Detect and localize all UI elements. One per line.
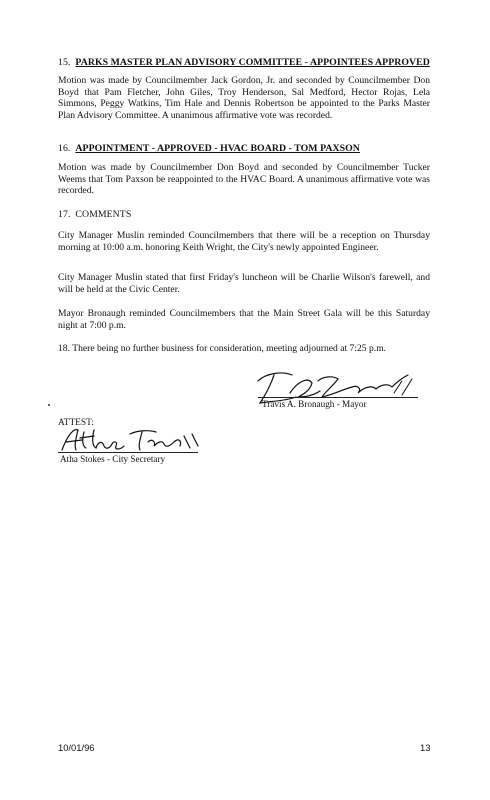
item-15-body: Motion was made by Councilmember Jack Gordon, Jr. and seconded by Councilmember Don Boyd that Pam Fletcher, John Giles, Troy Henderson, Sal Medford, Hector Rojas, Lela Simmons, Peggy Watkins, Tim Hale and Dennis Robertson be appointed to the Parks Master Plan Advisory Committee. A unanimous affirmative vote was recorded. <box>58 75 430 121</box>
secretary-caption: Atha Stokes - City Secretary <box>60 454 166 464</box>
footer-date: 10/01/96 <box>58 742 95 753</box>
item-16-number: 16. <box>58 143 71 154</box>
item-17-heading <box>58 209 131 220</box>
mayor-caption: Travis A. Bronaugh - Mayor <box>262 399 367 409</box>
item-16-body: Motion was made by Councilmember Don Boyd and seconded by Councilmember Tucker Weems that Tom Paxson be reappointed to the HVAC Board. A unanimous affirmative vote was recorded. <box>58 162 430 197</box>
item-16-heading <box>58 143 360 154</box>
item-15-number: 15. <box>58 57 71 68</box>
footer-page-number: 13 <box>420 742 431 753</box>
item-17-title: COMMENTS <box>75 209 132 220</box>
attest-label: ATTEST: <box>58 418 94 428</box>
scan-speck <box>48 404 50 406</box>
item-15-heading <box>58 57 430 68</box>
item-17-number: 17. <box>58 209 71 220</box>
item-17-paragraph-2: City Manager Muslin stated that first Friday's luncheon will be Charlie Wilson's farewell, and will be held at the Civic Center. <box>58 272 430 295</box>
item-16-title: APPOINTMENT - APPROVED - HVAC BOARD - TOM PAXSON <box>75 143 360 154</box>
item-15-title: PARKS MASTER PLAN ADVISORY COMMITTEE - APPOINTEES APPROVED <box>75 57 430 68</box>
item-18-text: 18. There being no further business for consideration, meeting adjourned at 7:25 p.m. <box>58 343 387 354</box>
item-17-paragraph-1: City Manager Muslin reminded Councilmembers that there will be a reception on Thursday morning at 10:00 a.m. honoring Keith Wright, the City's newly appointed Engineer. <box>58 230 430 253</box>
mayor-signature-line <box>258 397 418 398</box>
item-17-paragraph-3: Mayor Bronaugh reminded Councilmembers that the Main Street Gala will be this Saturday night at 7:00 p.m. <box>58 308 430 331</box>
secretary-signature-line <box>58 452 198 453</box>
